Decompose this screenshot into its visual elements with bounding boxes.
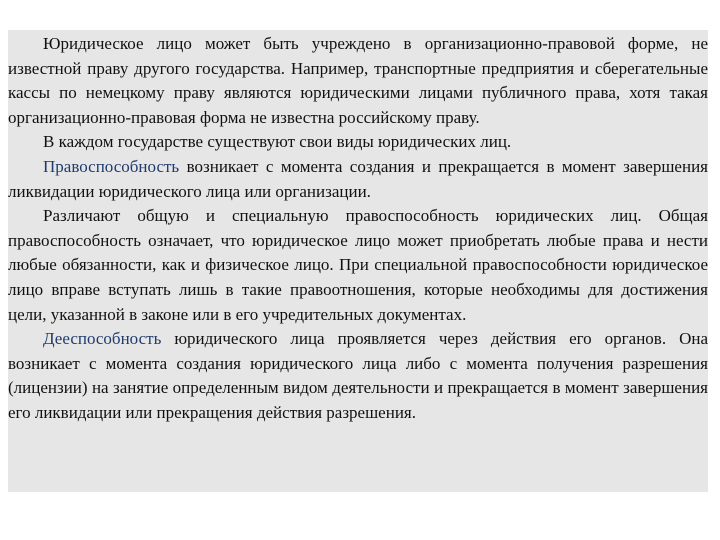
paragraph-types-of-entities (8, 130, 708, 155)
text-box (8, 30, 708, 492)
paragraph-text: Юридическое лицо может быть учреждено в организационно-правовой форме, не известной праву другого государства. Например, транспортные предприятия и сберегательные кассы по немецкому праву являются юридическими лицами публичного права, хотя такая организационно-правовая форма не известна российскому праву. (8, 34, 708, 127)
paragraph-capacity-to-act (8, 327, 708, 425)
paragraph-foreign-legal-forms (8, 32, 708, 130)
paragraph-text: юридического лица проявляется через действия его органов. Она возникает с момента создания юридического лица либо с момента получения разрешения (лицензии) на занятие определенным видом деятельности и прекращается в момент завершения его ликвидации или прекращения действия разрешения. (8, 329, 708, 422)
term-legal-capacity: Правоспособность (43, 156, 180, 176)
paragraph-text: Различают общую и специальную правоспособность юридических лиц. Общая правоспособность означает, что юридическое лицо может приобретать любые права и нести любые обязанности, как и физическое лицо. При специальной правоспособности юридическое лицо вправе вступать лишь в такие правоотношения, которые необходимы для достижения цели, указанной в законе или в его учредительных документах. (8, 206, 708, 324)
paragraph-text: В каждом государстве существуют свои виды юридических лиц. (43, 132, 512, 152)
paragraph-text: возникает с момента создания и прекращается в момент завершения ликвидации юридического лица или организации. (8, 156, 708, 201)
term-capacity-to-act: Дееспособность (43, 329, 162, 349)
paragraph-legal-capacity (8, 155, 708, 204)
paragraph-general-special-capacity (8, 204, 708, 327)
